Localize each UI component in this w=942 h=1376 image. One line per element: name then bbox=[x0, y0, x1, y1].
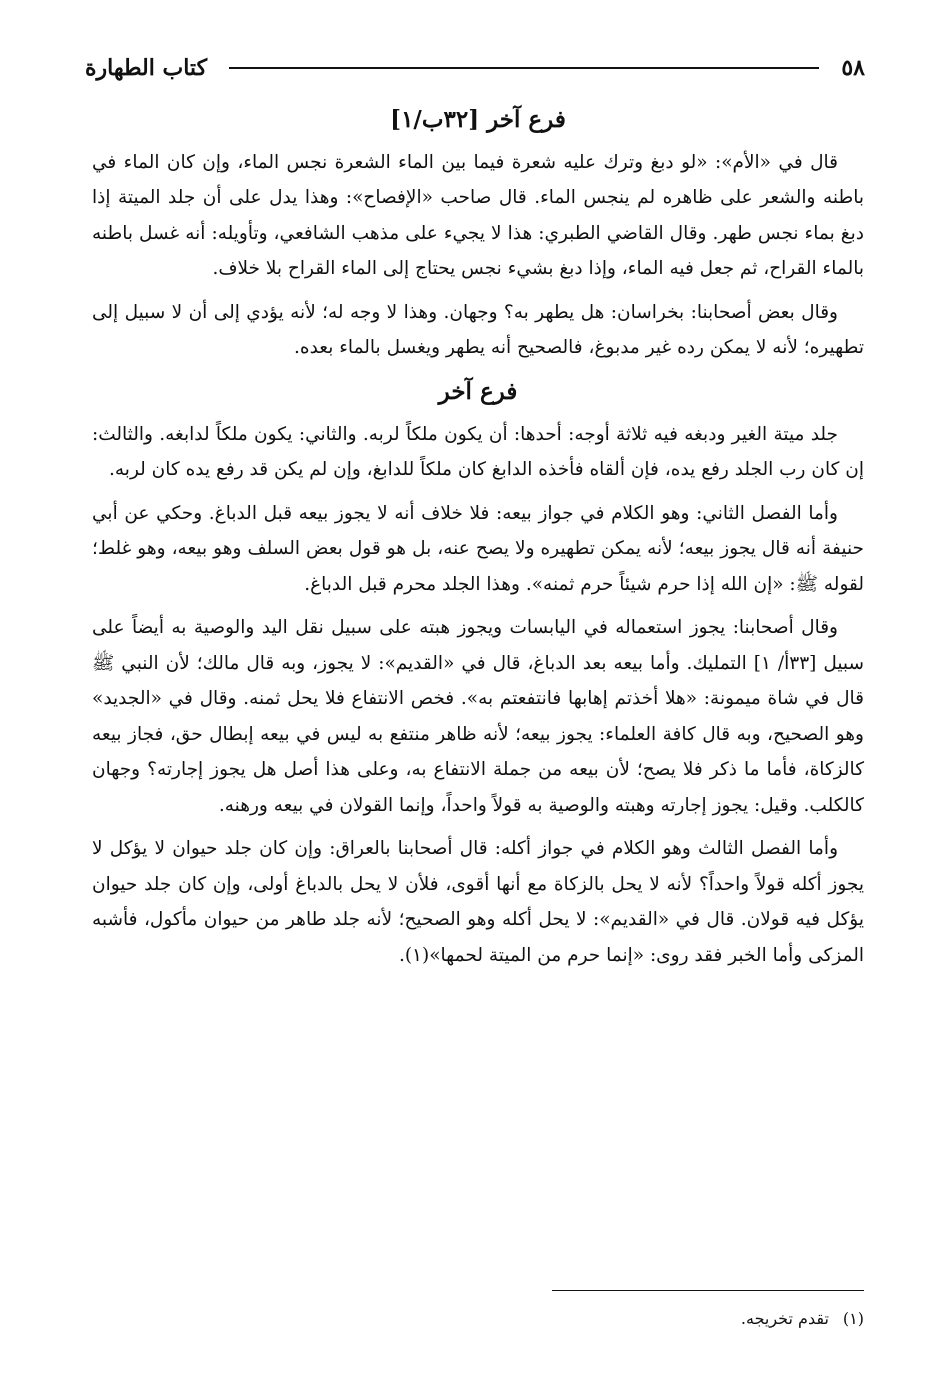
paragraph: جلد ميتة الغير ودبغه فيه ثلاثة أوجه: أحدها: أن يكون ملكاً لربه. والثاني: يكون ملكاً لدابغه. والثالث: إن كان رب الجلد رفع يده، فإن ألقاه فأخذه الدابغ كان ملكاً للدابغ، وإن لم يكن قد رفع يده كان لربه. bbox=[92, 423, 864, 481]
paragraph: وأما الفصل الثاني: وهو الكلام في جواز بيعه: فلا خلاف أنه لا يجوز بيعه قبل الدباغ. وحكي عن أبي حنيفة أنه قال يجوز بيعه؛ لأنه يمكن تطهيره ولا يصح عنه، بل هو قول بعض السلف وهو بيعه، وهو غلط؛ لقوله ﷺ: «إن الله إذا حرم شيئاً حرم ثمنه». وهذا الجلد محرم قبل الدباغ. bbox=[92, 502, 864, 595]
footnote bbox=[92, 1306, 864, 1332]
running-title: كتاب الطهارة bbox=[85, 55, 208, 81]
paragraph: وأما الفصل الثالث وهو الكلام في جواز أكله: قال أصحابنا بالعراق: وإن كان جلد حيوان لا يؤكل لا يجوز أكله قولاً واحداً؟ لأنه لا يحل بالزكاة مع أنها أقوى، فلأن لا يحل بالدباغ أولى، وإن كان جلد حيوان يؤكل فيه قولان. قال في «القديم»: لا يحل أكله وهو الصحيح؛ لأنه جلد طاهر من حيوان مأكول، فأشبه المزكى وأما الخبر فقد روى: «إنما حرم من الميتة لحمها»(١). bbox=[92, 838, 864, 966]
paragraph: قال في «الأم»: «لو دبغ وترك عليه شعرة فيما بين الماء الشعرة نجس الماء، وإن كان الماء في باطنه والشعر على ظاهره لم ينجس الماء. قال صاحب «الإفصاح»: وهذا يدل على أن جلد الميتة إذا دبغ بماء نجس طهر. وقال القاضي الطبري: هذا لا يجيء على مذهب الشافعي، وتأويله: أنه غسل باطنه بالماء القراح، ثم جعل فيه الماء، وإذا دبغ بشيء نجس يحتاج إلى الماء القراح بلا خلاف. bbox=[92, 151, 864, 280]
footnote-marker: (١) bbox=[842, 1309, 864, 1328]
footnote-rule bbox=[552, 1290, 864, 1291]
footnote-text: تقدم تخريجه. bbox=[740, 1309, 829, 1328]
page-header bbox=[85, 50, 865, 86]
header-rule bbox=[229, 67, 819, 69]
section-heading: فرع آخر [٣٢ب/١] bbox=[390, 106, 566, 133]
page-number: ٥٨ bbox=[841, 55, 865, 81]
paragraph: وقال أصحابنا: يجوز استعماله في اليابسات ويجوز هبته على سبيل نقل اليد والوصية به أيضاً على سبيل [٣٣أ/ ١] التمليك. وأما بيعه بعد الدباغ، قال في «القديم»: لا يجوز، وبه قال مالك؛ لأن النبي ﷺ قال في شاة ميمونة: «هلا أخذتم إهابها فانتفعتم به». فخص الانتفاع فلا يحل ثمنه. وقال في «الجديد» وهو الصحيح، وبه قال كافة العلماء: يجوز بيعه؛ لأنه ظاهر منتفع به ليس في بيعه إبطال حق، فجاز بيعه كالزكاة، فأما ما ذكر فلا يصح؛ لأن بيعه من جملة الانتفاع به، وعلى هذا أصل هل يجوز إجارته؟ وجهان كالكلب. وقيل: يجوز إجارته وهبته والوصية به قولاً واحداً، وإنما القولان في بيعه ورهنه. bbox=[92, 617, 864, 816]
section-heading: فرع آخر bbox=[438, 377, 518, 405]
paragraph: وقال بعض أصحابنا: بخراسان: هل يطهر به؟ وجهان. وهذا لا وجه له؛ لأنه يؤدي إلى أن لا سبيل إلى تطهيره؛ لأنه لا يمكن رده غير مدبوغ، فالصحيح أنه يطهر ويغسل بالماء بعده. bbox=[92, 301, 864, 359]
body-text bbox=[92, 102, 864, 981]
